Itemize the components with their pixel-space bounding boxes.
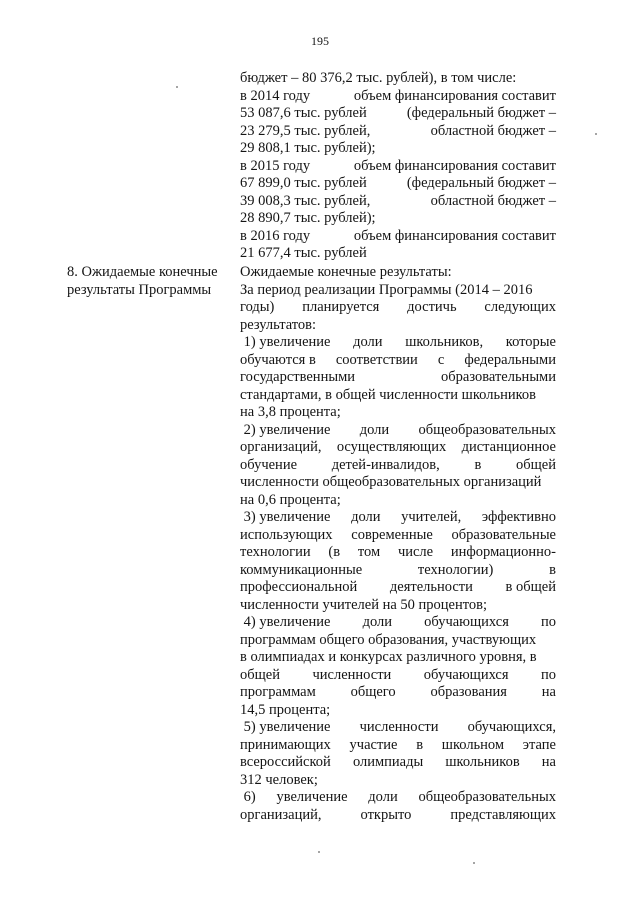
word: доли bbox=[353, 334, 383, 350]
word: этапе bbox=[522, 736, 556, 753]
word: планируется bbox=[302, 299, 380, 315]
word: принимающих bbox=[240, 736, 331, 753]
result-item-line bbox=[240, 614, 556, 632]
result-item-line bbox=[240, 544, 556, 562]
result-item-line: численности учителей на 50 процентов; bbox=[240, 596, 488, 613]
page-number: 195 bbox=[311, 34, 329, 48]
result-item-line bbox=[240, 334, 556, 352]
word: обучаются в bbox=[240, 351, 316, 368]
scan-dot bbox=[176, 86, 178, 88]
word: общей bbox=[516, 456, 556, 473]
word: профессиональной bbox=[240, 579, 358, 595]
word: на bbox=[541, 754, 556, 770]
word: с bbox=[437, 351, 445, 368]
word: общеобразовательных bbox=[418, 421, 556, 438]
section-label-line: 8. Ожидаемые конечные bbox=[67, 264, 218, 280]
word: по bbox=[540, 614, 556, 630]
result-item-line: стандартами, в общей численности школьников bbox=[240, 386, 536, 403]
result-item-line bbox=[240, 352, 556, 370]
word: общеобразовательных bbox=[418, 789, 556, 805]
budget-line: 29 808,1 тыс. рублей); bbox=[240, 140, 376, 156]
word: доли bbox=[351, 509, 381, 525]
budget-line bbox=[240, 228, 556, 246]
budget-line: бюджет – 80 376,2 тыс. рублей), в том числе: bbox=[240, 70, 517, 86]
word: использующих bbox=[240, 526, 333, 543]
result-item bbox=[240, 719, 556, 789]
word: 5) увеличение bbox=[240, 719, 331, 735]
budget-line bbox=[240, 88, 556, 106]
word: областной бюджет – bbox=[430, 122, 556, 139]
word: эффективно bbox=[481, 509, 556, 525]
result-item-line: 312 человек; bbox=[240, 771, 318, 788]
section-label-line: результаты Программы bbox=[67, 281, 212, 298]
word: 67 899,0 тыс. рублей bbox=[240, 175, 367, 191]
result-item-line bbox=[240, 684, 556, 702]
word: обучающихся bbox=[424, 614, 509, 630]
word: (в bbox=[328, 544, 341, 560]
word: объем финансирования составит bbox=[353, 157, 556, 174]
result-item-line bbox=[240, 439, 556, 457]
budget-line bbox=[240, 158, 556, 176]
budget-text bbox=[240, 70, 556, 263]
word: годы) bbox=[240, 299, 275, 315]
word: школьников bbox=[445, 754, 520, 770]
word: достичь bbox=[407, 299, 457, 315]
word: следующих bbox=[484, 299, 556, 315]
word: в bbox=[474, 456, 482, 473]
result-item-line: численности общеобразовательных организаций bbox=[240, 474, 542, 490]
word: в bbox=[549, 561, 556, 578]
word: (федеральный бюджет – bbox=[406, 175, 556, 191]
word: участие bbox=[349, 736, 398, 753]
results-text bbox=[240, 264, 556, 824]
word: технологии) bbox=[417, 561, 494, 578]
word: школьников, bbox=[405, 334, 484, 350]
word: в общей bbox=[505, 579, 556, 595]
word: 6) bbox=[240, 789, 256, 805]
results-heading: Ожидаемые конечные результаты: bbox=[240, 264, 452, 280]
word: областной бюджет – bbox=[430, 192, 556, 209]
word: доли bbox=[359, 421, 390, 438]
result-item-line: программам общего образования, участвующих bbox=[240, 631, 537, 648]
result-item-line bbox=[240, 789, 556, 807]
results-intro-line: За период реализации Программы (2014 – 2016 bbox=[240, 281, 533, 298]
word: соответствии bbox=[335, 351, 418, 368]
word: (федеральный бюджет – bbox=[406, 105, 556, 121]
word: на bbox=[541, 684, 556, 700]
result-item-line: 14,5 процента; bbox=[240, 701, 331, 718]
word: 1) увеличение bbox=[240, 334, 331, 350]
result-item-line bbox=[240, 369, 556, 387]
result-item bbox=[240, 614, 556, 719]
results-intro-line bbox=[240, 299, 556, 317]
word: в 2014 году bbox=[240, 87, 311, 104]
result-item-line bbox=[240, 667, 556, 685]
word: в bbox=[416, 736, 424, 753]
word: 4) увеличение bbox=[240, 614, 331, 630]
result-item bbox=[240, 789, 556, 824]
result-item-line bbox=[240, 719, 556, 737]
word: общей bbox=[240, 666, 280, 683]
word: детей-инвалидов, bbox=[331, 456, 440, 473]
word: программам bbox=[240, 684, 316, 700]
word: всероссийской bbox=[240, 754, 331, 770]
word: числе bbox=[397, 544, 434, 560]
word: 39 008,3 тыс. рублей, bbox=[240, 192, 371, 209]
results-intro-line: результатов: bbox=[240, 316, 317, 333]
word: доли bbox=[362, 614, 393, 630]
word: 3) увеличение bbox=[240, 509, 331, 525]
word: организаций, bbox=[240, 439, 322, 455]
budget-line: 21 677,4 тыс. рублей bbox=[240, 245, 367, 261]
result-item bbox=[240, 509, 556, 614]
result-item bbox=[240, 422, 556, 510]
budget-line bbox=[240, 175, 556, 193]
word: доли bbox=[368, 789, 398, 805]
word: в 2016 году bbox=[240, 227, 311, 244]
budget-line: 28 890,7 тыс. рублей); bbox=[240, 210, 376, 226]
word: образования bbox=[430, 684, 507, 700]
word: численности bbox=[359, 719, 439, 735]
result-item-line bbox=[240, 562, 556, 580]
word: технологии bbox=[240, 544, 311, 560]
result-item-line bbox=[240, 737, 556, 755]
word: государственными bbox=[240, 369, 356, 385]
word: представляющих bbox=[450, 806, 556, 823]
word: 23 279,5 тыс. рублей, bbox=[240, 122, 371, 139]
word: которые bbox=[505, 334, 556, 350]
word: федеральными bbox=[464, 351, 556, 368]
result-item-line bbox=[240, 422, 556, 440]
word: 53 087,6 тыс. рублей bbox=[240, 105, 367, 121]
result-item-line bbox=[240, 527, 556, 545]
result-item-line bbox=[240, 457, 556, 475]
word: дистанционное bbox=[461, 439, 556, 455]
result-item-line: на 3,8 процента; bbox=[240, 404, 341, 420]
scan-dot bbox=[595, 133, 597, 135]
budget-line bbox=[240, 105, 556, 123]
scan-dot bbox=[473, 862, 475, 864]
word: школьном bbox=[441, 736, 505, 753]
result-item-line bbox=[240, 509, 556, 527]
word: олимпиады bbox=[352, 754, 424, 770]
budget-line bbox=[240, 123, 556, 141]
word: по bbox=[540, 666, 556, 683]
section-label bbox=[67, 264, 232, 299]
result-item-line bbox=[240, 807, 556, 825]
word: учителей, bbox=[401, 509, 462, 525]
word: обучение bbox=[240, 456, 298, 473]
word: осуществляющих bbox=[336, 439, 447, 455]
word: в 2015 году bbox=[240, 157, 311, 174]
word: общего bbox=[350, 684, 396, 700]
word: современные bbox=[351, 526, 433, 543]
word: обучающихся bbox=[423, 666, 509, 683]
result-item-line bbox=[240, 754, 556, 772]
word: увеличение bbox=[276, 789, 348, 805]
budget-line bbox=[240, 193, 556, 211]
word: открыто bbox=[360, 806, 412, 823]
word: объем финансирования составит bbox=[353, 87, 556, 104]
word: коммуникационные bbox=[240, 561, 363, 578]
result-item-line: в олимпиадах и конкурсах различного уровня, в bbox=[240, 649, 537, 665]
word: образовательными bbox=[441, 369, 556, 385]
word: организаций, bbox=[240, 806, 322, 823]
word: информационно- bbox=[450, 544, 556, 560]
word: деятельности bbox=[389, 579, 473, 595]
word: образовательные bbox=[451, 526, 556, 543]
result-item-line: на 0,6 процента; bbox=[240, 491, 341, 508]
result-item bbox=[240, 334, 556, 422]
scan-dot bbox=[318, 851, 320, 853]
word: объем финансирования составит bbox=[353, 227, 556, 244]
word: численности bbox=[312, 666, 392, 683]
result-item-line bbox=[240, 579, 556, 597]
word: 2) увеличение bbox=[240, 421, 331, 438]
word: обучающихся, bbox=[467, 719, 556, 735]
word: том bbox=[357, 544, 381, 560]
